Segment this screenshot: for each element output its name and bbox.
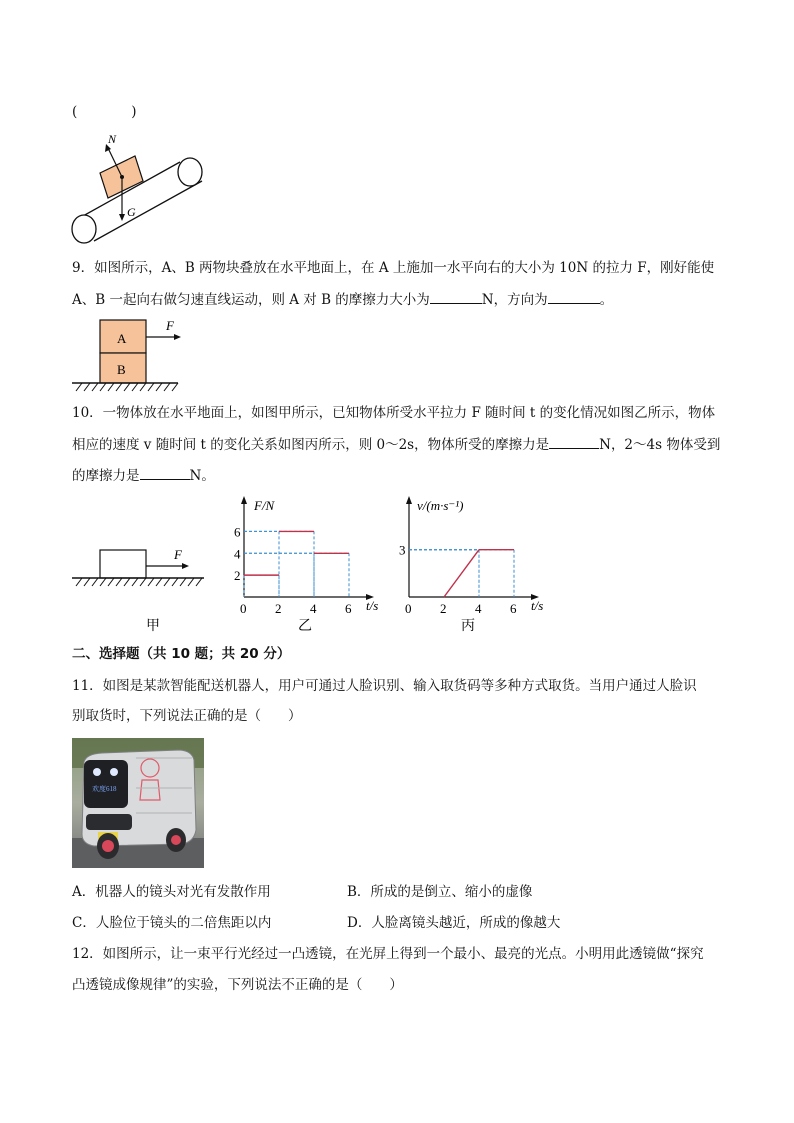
caption-jia: 甲	[146, 619, 160, 634]
x-tick-label: 6	[345, 601, 352, 616]
option-b: B．所成的是倒立、缩小的虚像	[347, 884, 533, 900]
x-tick-label: 2	[275, 601, 282, 616]
label-A: A	[117, 331, 127, 346]
y-tick-label: 6	[234, 524, 241, 540]
y-tick-label: 4	[234, 546, 241, 562]
q10-fig-jia	[70, 540, 210, 640]
q9-line2: A、B 一起向右做匀速直线运动，则 A 对 B 的摩擦力大小为 N，方向为 。	[72, 289, 613, 310]
label-N: N	[108, 132, 117, 146]
q10-line2: 相应的速度 v 随时间 t 的变化关系如图丙所示，则 0～2s，物体所受的摩擦力是 N，2～4s 物体受到	[72, 434, 720, 455]
q10-line3: 的摩擦力是 N。	[72, 465, 215, 486]
caption-bing: 丙	[461, 619, 475, 634]
label-F: F	[166, 318, 174, 333]
q8-conveyor-figure	[70, 128, 210, 248]
q9-stacked-blocks-figure	[70, 312, 190, 396]
x-tick-label: 4	[475, 601, 482, 616]
block	[100, 550, 146, 578]
x-tick-label: 4	[310, 601, 317, 616]
series-segment	[444, 550, 479, 597]
x-tick-label: 6	[510, 601, 517, 616]
q11-line1: 11．如图是某款智能配送机器人，用户可通过人脸识别、输入取货码等多种方式取货。当用户通过人脸识	[72, 678, 697, 694]
q11-line2: 别取货时，下列说法正确的是（ ）	[72, 708, 302, 724]
label-B: B	[117, 362, 126, 377]
section-title: 二、选择题（共 10 题；共 20 分）	[72, 646, 291, 662]
x-tick-label: 2	[440, 601, 447, 616]
robot-screen-text: 欢度618	[92, 785, 117, 793]
q10-line1: 10．一物体放在水平地面上，如图甲所示，已知物体所受水平拉力 F 随时间 t 的变化情况如图乙所示，物体	[72, 405, 716, 421]
answer-blank	[549, 434, 599, 449]
x-tick-label: 0	[240, 601, 247, 616]
q11-robot-photo	[72, 738, 204, 868]
answer-blank	[140, 465, 190, 480]
x-axis-label: t/s	[366, 598, 379, 613]
answer-blank	[430, 289, 482, 304]
option-c: C．人脸位于镜头的二倍焦距以内	[72, 915, 272, 931]
option-a: A．机器人的镜头对光有发散作用	[72, 884, 271, 900]
y-axis-label: v/(m·s⁻¹)	[417, 498, 464, 513]
q10-fig-yi-chart	[228, 490, 388, 640]
label-F: F	[174, 547, 182, 562]
y-tick-label: 2	[234, 568, 241, 584]
q9-line1: 9．如图所示，A、B 两物块叠放在水平地面上，在 A 上施加一水平向右的大小为 10N 的拉力 F，刚好能使	[72, 260, 715, 276]
answer-blank	[548, 289, 600, 304]
label-G: G	[127, 205, 136, 219]
q8-answer-paren: ( )	[72, 104, 137, 120]
x-tick-label: 0	[405, 601, 412, 616]
x-axis-label: t/s	[531, 598, 544, 613]
caption-yi: 乙	[298, 619, 312, 634]
q12-line1: 12．如图所示，让一束平行光经过一凸透镜，在光屏上得到一个最小、最亮的光点。小明用此透镜做“探究	[72, 946, 704, 962]
q10-fig-bing-chart	[393, 490, 558, 640]
option-d: D．人脸离镜头越近，所成的像越大	[347, 915, 561, 931]
q12-line2: 凸透镜成像规律”的实验，下列说法不正确的是（ ）	[72, 977, 403, 993]
y-axis-label: F/N	[254, 498, 275, 513]
y-tick-label: 3	[399, 542, 406, 558]
